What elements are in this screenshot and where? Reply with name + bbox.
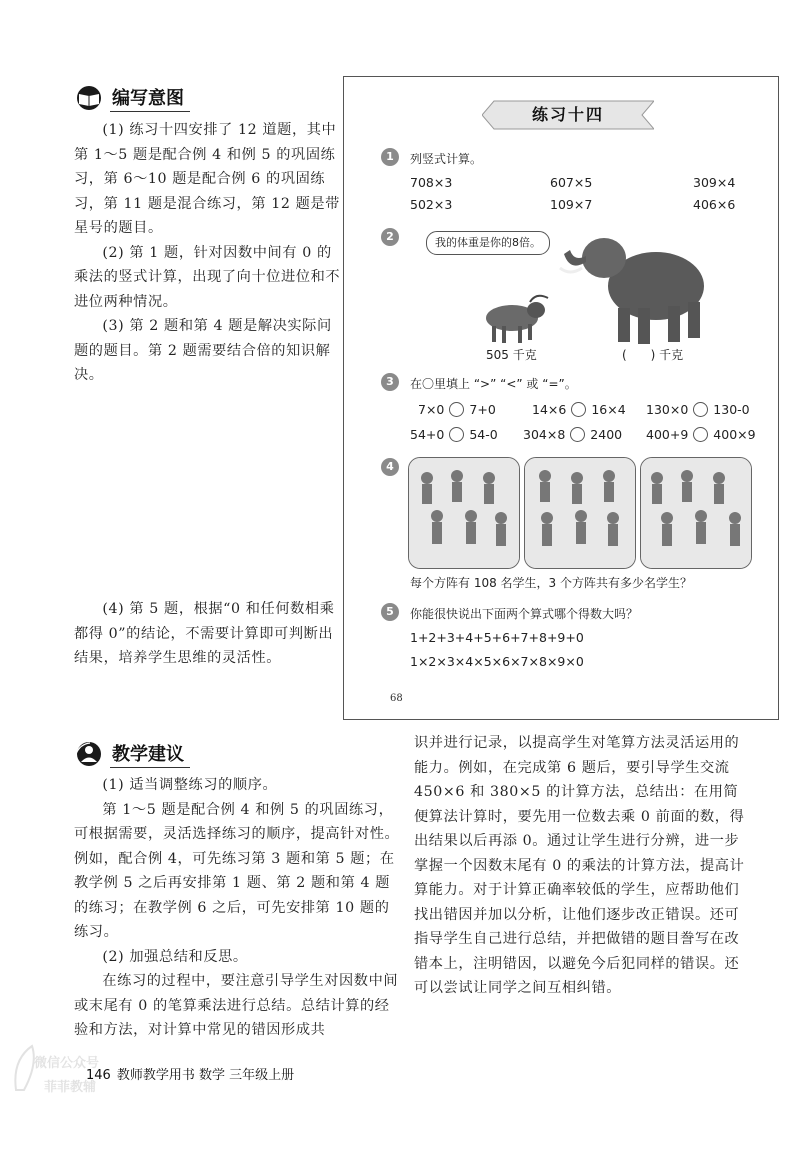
student-formation-photo-1 xyxy=(408,457,520,569)
textbook-page-panel xyxy=(343,76,779,720)
speech-bubble xyxy=(426,231,550,255)
suggestions-left-body xyxy=(74,773,404,1043)
question-3-number: 3 xyxy=(381,373,399,391)
answer-circle[interactable] xyxy=(571,402,586,417)
q1-item: 406×6 xyxy=(693,197,736,212)
student-formation-photo-3 xyxy=(640,457,752,569)
compare-left: 14×6 xyxy=(532,402,567,417)
compare-left: 54+0 xyxy=(410,427,445,442)
teacher-icon xyxy=(74,741,104,767)
intent-paragraph-1: (1) 练习十四安排了 12 道题，其中第 1～5 题是配合例 4 和例 5 的巩固练习，第 6～10 题是配合例 6 的巩固练习，第 11 题是混合练习，第 12 题是带星号的题目。 xyxy=(74,122,340,236)
answer-circle[interactable] xyxy=(449,402,464,417)
answer-circle[interactable] xyxy=(693,427,708,442)
question-4-number: 4 xyxy=(381,458,399,476)
suggestion-paragraph-2: 在练习的过程中，要注意引导学生对因数中间或末尾有 0 的笔算乘法进行总结。总结计算的经验和方法，对计算中常见的错因形成共 xyxy=(74,973,399,1038)
buffalo-weight-label: 505 千克 xyxy=(486,348,537,362)
question-3-prompt: 在〇里填上 “>” “<” 或 “=”。 xyxy=(410,377,577,391)
question-2-number: 2 xyxy=(381,228,399,246)
compare-left: 130×0 xyxy=(646,402,689,417)
intent-paragraph-4: (4) 第 5 题，根据“0 和任何数相乘都得 0”的结论，不需要计算即可判断出结果，培养学生思维的灵活性。 xyxy=(74,601,335,666)
question-1-prompt: 列竖式计算。 xyxy=(410,152,483,166)
watermark-line-2: 菲菲教辅 xyxy=(44,1080,97,1095)
compare-right: 54-0 xyxy=(469,427,498,442)
q1-item: 502×3 xyxy=(410,197,453,212)
page-number: 146 xyxy=(86,1068,111,1083)
compare-item xyxy=(418,402,496,417)
compare-right: 7+0 xyxy=(469,402,496,417)
compare-item xyxy=(532,402,626,417)
intent-body xyxy=(74,118,344,388)
compare-left: 304×8 xyxy=(523,427,566,442)
q1-item: 309×4 xyxy=(693,175,736,190)
intent-section-header xyxy=(74,84,190,112)
compare-item xyxy=(646,427,756,442)
compare-item xyxy=(646,402,750,417)
exercise-title: 练习十四 xyxy=(531,105,604,124)
compare-right: 2400 xyxy=(590,427,623,442)
compare-item xyxy=(523,427,622,442)
question-1-number: 1 xyxy=(381,148,399,166)
answer-circle[interactable] xyxy=(449,427,464,442)
suggestion-heading-2: (2) 加强总结和反思。 xyxy=(102,948,248,965)
textbook-page-number: 68 xyxy=(390,693,403,704)
intent-title: 编写意图 xyxy=(110,84,190,112)
q1-item: 708×3 xyxy=(410,175,453,190)
question-4-caption: 每个方阵有 108 名学生，3 个方阵共有多少名学生？ xyxy=(410,576,692,590)
speech-bubble-text: 我的体重是你的8倍。 xyxy=(435,236,541,249)
intent-paragraph-3: (3) 第 2 题和第 4 题是解决实际问题的题目。第 2 题需要结合倍的知识解决。 xyxy=(74,318,332,383)
book-icon xyxy=(74,85,104,111)
compare-left: 7×0 xyxy=(418,402,445,417)
watermark-line-1: 微信公众号 xyxy=(34,1056,100,1071)
compare-left: 400+9 xyxy=(646,427,689,442)
question-5-expression-sum: 1+2+3+4+5+6+7+8+9+0 xyxy=(410,630,584,645)
book-title: 教师教学用书 数学 三年级上册 xyxy=(116,1068,295,1083)
suggestions-section-header xyxy=(74,740,190,768)
suggestions-title: 教学建议 xyxy=(110,740,190,768)
buffalo-illustration xyxy=(478,290,550,346)
answer-circle[interactable] xyxy=(693,402,708,417)
elephant-illustration xyxy=(556,228,716,348)
elephant-weight-blank: ( ) 千克 xyxy=(622,348,684,362)
q1-item: 109×7 xyxy=(550,197,593,212)
suggestion-heading-1: (1) 适当调整练习的顺序。 xyxy=(102,777,278,793)
question-5-expression-product: 1×2×3×4×5×6×7×8×9×0 xyxy=(410,654,584,669)
suggestion-paragraph-1: 第 1～5 题是配合例 4 和例 5 的巩固练习，可根据需要，灵活选择练习的顺序，提高针对性。例如，配合例 4，可先练习第 3 题和第 5 题；在教学例 5 之后再安排第 1 题、第 2 题和第 4 题的练习；在教学例 6 之后，可先安排第 10 题的练习。 xyxy=(74,801,400,940)
suggestion-paragraph-continued: 识并进行记录，以提高学生对笔算方法灵活运用的能力。例如，在完成第 6 题后，要引导学生交流 450×6 和 380×5 的计算方法，总结出：在用简便算法计算时，要先用一位数去乘 0 前面的数，得出结果以后再添 0。通过让学生进行分辨，进一步掌握一个因数末尾有 0 的乘法的计算方法，提高计算能力。对于计算正确率较低的学生，应帮助他们找出错因并加以分析，让他们逐步改正错误。还可指导学生自己进行总结，并把做错的题目誊写在改错本上，注明错因，以避免今后犯同样的错误。还可以尝试让同学之间互相纠错。 xyxy=(414,735,745,996)
question-5-prompt: 你能很快说出下面两个算式哪个得数大吗？ xyxy=(410,607,639,621)
intent-paragraph-2: (2) 第 1 题，针对因数中间有 0 的乘法的竖式计算，出现了向十位进位和不进位两种情况。 xyxy=(74,244,341,310)
suggestions-right-body xyxy=(414,731,746,1001)
answer-circle[interactable] xyxy=(570,427,585,442)
compare-item xyxy=(410,427,498,442)
student-formation-photo-2 xyxy=(524,457,636,569)
compare-right: 16×4 xyxy=(591,402,626,417)
q1-item: 607×5 xyxy=(550,175,593,190)
intent-body-part2 xyxy=(74,597,344,671)
compare-right: 400×9 xyxy=(713,427,756,442)
question-5-number: 5 xyxy=(381,603,399,621)
compare-right: 130-0 xyxy=(713,402,750,417)
